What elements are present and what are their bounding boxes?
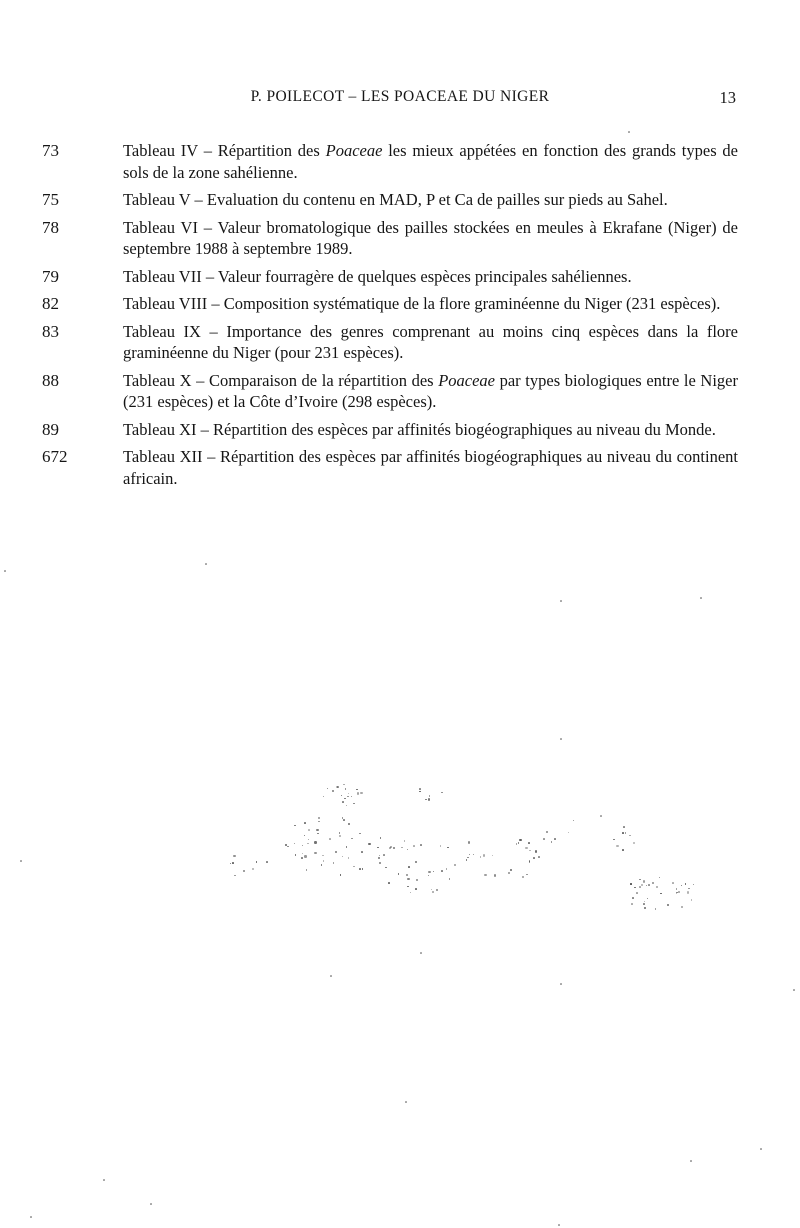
toc-entry-page-number: 88 <box>42 370 59 390</box>
toc-entry <box>42 140 738 183</box>
toc-entry-caption: Tableau VI – Valeur bromatologique des pailles stockées en meules à Ekrafane (Niger) de septembre 1988 à septembre 1989. <box>123 217 738 258</box>
toc-entry <box>42 189 738 211</box>
toc-entry-caption: Tableau IX – Importance des genres comprenant au moins cinq espèces dans la flore graminéenne du Niger (pour 231 espèces). <box>123 321 738 362</box>
toc-entry-page-number: 79 <box>42 266 59 286</box>
running-header-title: P. POILECOT – LES POACEAE DU NIGER <box>250 88 550 105</box>
page-number: 13 <box>719 88 736 107</box>
toc-entry <box>42 217 738 260</box>
toc-entry-caption: Tableau VII – Valeur fourragère de quelques espèces principales sahéliennes. <box>123 266 632 286</box>
toc-entry-caption: Tableau X – Comparaison de la répartition des Poaceae par types biologiques entre le Niger (231 espèces) et la Côte d’Ivoire (298 espèces). <box>123 370 738 411</box>
toc-entry-page-number: 672 <box>42 447 68 466</box>
toc-entry-caption: Tableau XII – Répartition des espèces par affinités biogéographiques au niveau du continent africain. <box>123 447 738 488</box>
toc-entry-page-number: 83 <box>42 321 59 341</box>
toc-entry-caption: Tableau XI – Répartition des espèces par affinités biogéographiques au niveau du Monde. <box>123 419 716 439</box>
toc-entry-page-number: 75 <box>42 190 59 209</box>
toc-entry-page-number: 78 <box>42 217 59 237</box>
toc-entry-caption: Tableau IV – Répartition des Poaceae les mieux appétées en fonction des grands types de sols de la zone sahélienne. <box>123 141 738 182</box>
toc-entry <box>42 293 738 315</box>
toc-entry <box>42 370 738 413</box>
toc-entry <box>42 419 738 441</box>
toc-entry-page-number: 89 <box>42 419 59 439</box>
toc-entry-page-number: 73 <box>42 141 59 160</box>
toc-entry-page-number: 82 <box>42 294 59 313</box>
toc-entry <box>42 446 738 489</box>
toc-entry-caption: Tableau VIII – Composition systématique de la flore graminéenne du Niger (231 espèces). <box>123 294 721 313</box>
toc-entry <box>42 266 738 288</box>
page-header <box>0 88 800 108</box>
list-of-tables <box>42 140 738 495</box>
toc-entry-caption: Tableau V – Evaluation du contenu en MAD, P et Ca de pailles sur pieds au Sahel. <box>123 190 668 209</box>
toc-entry <box>42 321 738 364</box>
